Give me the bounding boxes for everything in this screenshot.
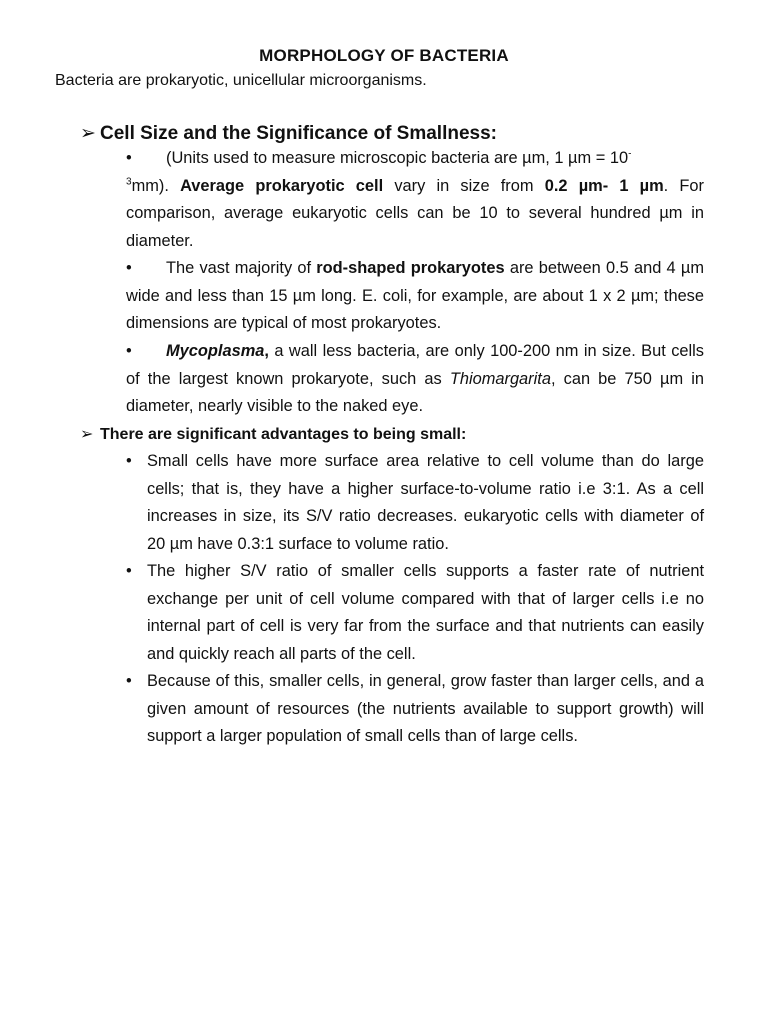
section-heading-cell-size [80, 122, 497, 145]
advantages-list [126, 448, 704, 751]
section-heading-text: There are significant advantages to being small: [100, 426, 467, 443]
intro-text: Bacteria are prokaryotic, unicellular microorganisms. [55, 72, 427, 89]
section-heading-text: Cell Size and the Significance of Smallness: [100, 123, 497, 144]
bold-run: 0.2 µm- 1 µm [544, 176, 664, 195]
bullet-icon: • [126, 259, 132, 277]
arrow-bullet-icon: ➢ [80, 123, 96, 144]
list-item [126, 668, 704, 751]
text-run: The vast majority of [166, 259, 317, 277]
superscript: - [628, 148, 632, 160]
text-run: are between 0.5 and 4 µm wide and less than 15 µm long. E. coli, for example, are about 1 x 2 µm; these dimensions are typical of most prokaryotes. [126, 259, 704, 332]
bullet-icon: • [126, 342, 132, 360]
section-heading-advantages [80, 424, 466, 444]
arrow-bullet-icon: ➢ [80, 426, 94, 443]
page-title: MORPHOLOGY OF BACTERIA [259, 46, 509, 65]
bold-italic-run: Mycoplasma [166, 342, 265, 360]
superscript: 3 [126, 176, 132, 188]
list-item-text: Small cells have more surface area relative to cell volume than do large cells; that is, they have a higher surface-to-volume ratio i.e 3:1. As a cell increases in size, its S/V ratio decreases. eukaryotic cells with diameter of 20 µm have 0.3:1 surface to volume ratio. [147, 452, 704, 553]
list-item [126, 448, 704, 558]
bullet-icon: • [126, 562, 132, 580]
text-run: , can be 750 µm in diameter, nearly visible to the naked eye. [126, 369, 704, 415]
text-run: mm). [131, 176, 181, 195]
paragraph-mycoplasma [126, 338, 704, 421]
paragraph-units [126, 145, 704, 255]
list-item-text: Because of this, smaller cells, in general, grow faster than larger cells, and a given amount of resources (the nutrients available to support growth) will support a larger population of small cells than of large cells. [147, 672, 704, 745]
text-run: . For comparison, average eukaryotic cells can be 10 to several hundred µm in diameter. [126, 176, 704, 250]
bold-run: , [264, 342, 269, 360]
list-item-text: The higher S/V ratio of smaller cells supports a faster rate of nutrient exchange per unit of cell volume compared with that of larger cells i.e no internal part of cell is very far from the surface and that nutrients can easily and quickly reach all parts of the cell. [147, 562, 704, 663]
bullet-icon: • [126, 672, 132, 690]
text-run: a wall less bacteria, are only 100-200 nm in size. But cells of the largest known prokaryote, such as [126, 342, 704, 388]
paragraph-rod-shaped [126, 255, 704, 338]
bold-run: Average prokaryotic cell [180, 176, 384, 195]
text-run: vary in size from [383, 176, 545, 195]
text-run: (Units used to measure microscopic bacteria are µm, 1 µm = 10 [166, 149, 629, 167]
bold-run: rod-shaped prokaryotes [316, 259, 505, 277]
list-item [126, 558, 704, 668]
bullet-icon: • [126, 452, 132, 470]
bullet-icon: • [126, 149, 132, 167]
italic-run: Thiomargarita [449, 369, 551, 388]
